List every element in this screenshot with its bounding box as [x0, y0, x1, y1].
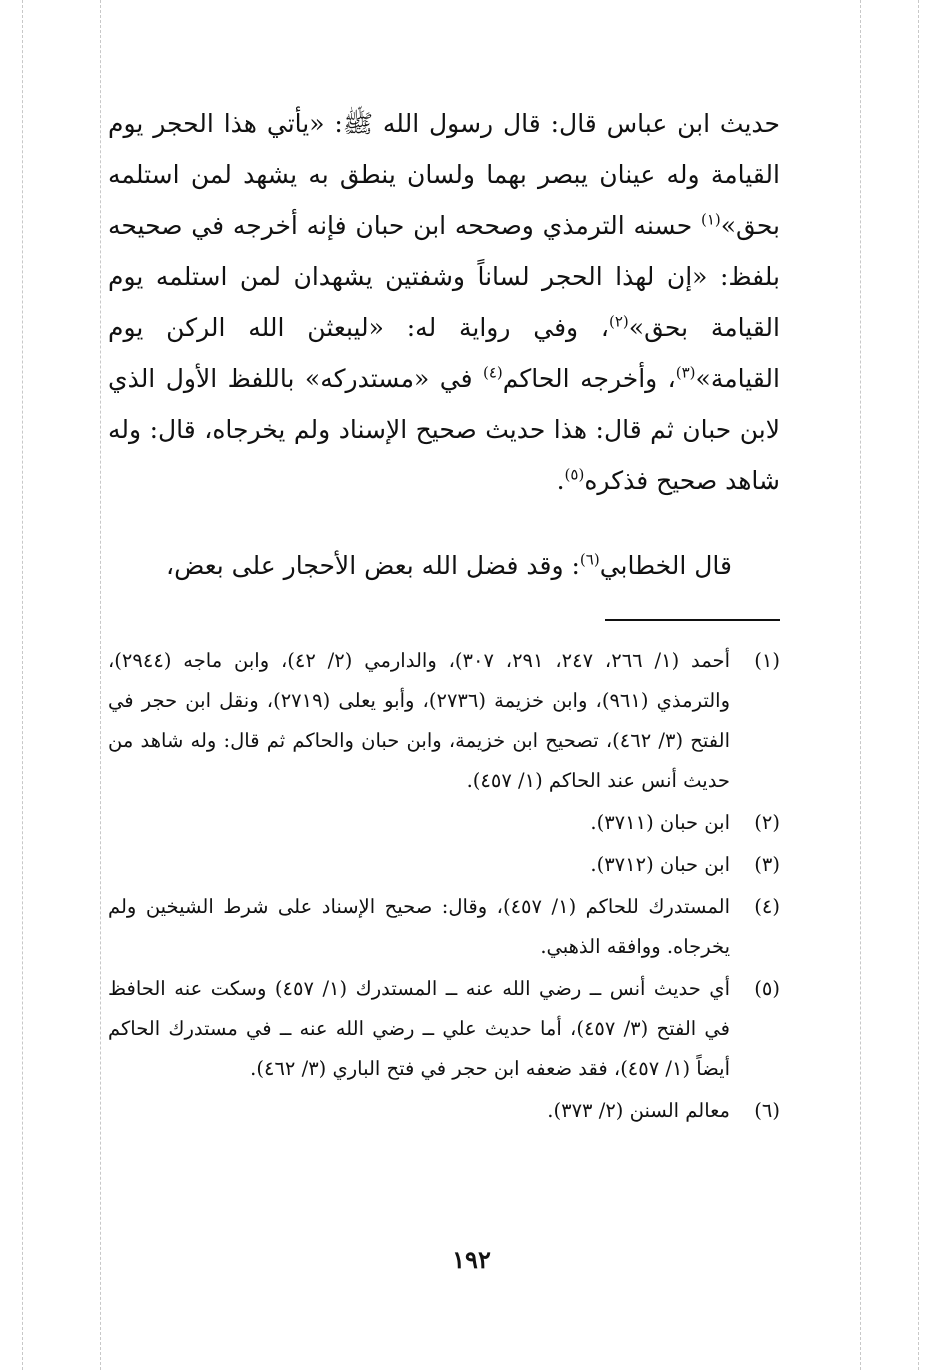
main-text-part: حسنه الترمذي وصححه ابن حبان فإنه أخرجه في صحيحه بلفظ: «إن لهذا الحجر لساناً وشفتين يشهدان لمن استلمه يوم القيامة بحق» [108, 211, 780, 342]
main-text-part: حديث ابن عباس قال: قال رسول الله ﷺ: «يأتي هذا الحجر يوم القيامة وله عينان يبصر بهما ولسان ينطق به يشهد لمن استلمه بحق» [108, 109, 780, 240]
footnote-ref[interactable]: (٢) [609, 312, 629, 331]
footnote-item [108, 1091, 780, 1131]
footnote-ref[interactable]: (٦) [579, 550, 600, 569]
footnote-item [108, 845, 780, 885]
main-paragraph [108, 98, 780, 506]
footnote-text: ابن حبان (٣٧١٢). [590, 853, 730, 876]
footnote-item [108, 641, 780, 801]
page-number: ١٩٢ [452, 1245, 491, 1274]
main-text-part: ، وفي رواية له: «ليبعثن الله الركن يوم القيامة» [108, 313, 780, 393]
footnote-ref[interactable]: (٥) [564, 465, 585, 484]
page-body [108, 98, 780, 1133]
margin-guide-left-outer [22, 0, 23, 1370]
main-text-part: . [556, 466, 565, 495]
footnote-item [108, 887, 780, 967]
footnote-number: (٤) [754, 895, 780, 918]
footnote-number: (١) [754, 649, 780, 672]
main-text-part: في «مستدركه» باللفظ الأول الذي لابن حبان ثم قال: هذا حديث صحيح الإسناد ولم يخرجاه، قال: وله شاهد صحيح فذكره [108, 364, 780, 495]
margin-guide-left-inner [100, 0, 101, 1370]
main-text-part: ، وأخرجه الحاكم [502, 364, 676, 393]
margin-guide-right-outer [918, 0, 919, 1370]
footnote-ref[interactable]: (١) [700, 210, 721, 229]
footnote-separator [605, 619, 780, 621]
footnote-number: (٦) [754, 1099, 780, 1122]
khattabi-paragraph [108, 540, 732, 591]
footnote-text: ابن حبان (٣٧١١). [590, 811, 730, 834]
margin-guide-right-inner [860, 0, 861, 1370]
footnote-number: (٥) [754, 977, 780, 1000]
footnote-text: المستدرك للحاكم (١/ ٤٥٧)، وقال: صحيح الإسناد على شرط الشيخين ولم يخرجاه. ووافقه الذهبي. [108, 895, 730, 958]
main-text-part: قال الخطابي [599, 551, 732, 580]
main-text-part: : وقد فضل الله بعض الأحجار على بعض، [166, 551, 580, 580]
footnote-ref[interactable]: (٤) [482, 363, 503, 382]
footnote-ref[interactable]: (٣) [675, 363, 696, 382]
footnote-text: معالم السنن (٢/ ٣٧٣). [547, 1099, 730, 1122]
footnote-number: (٣) [754, 853, 780, 876]
footnote-number: (٢) [754, 811, 780, 834]
footnote-item [108, 969, 780, 1089]
footnote-text: أي حديث أنس ــ رضي الله عنه ــ المستدرك (١/ ٤٥٧) وسكت عنه الحافظ في الفتح (٣/ ٤٥٧)، أما حديث علي ــ رضي الله عنه ــ في مستدرك الحاكم أيضاً (١/ ٤٥٧)، فقد ضعفه ابن حجر في فتح الباري (٣/ ٤٦٢). [108, 977, 730, 1080]
footnote-item [108, 803, 780, 843]
footnote-text: أحمد (١/ ٢٦٦، ٢٤٧، ٢٩١، ٣٠٧)، والدارمي (٢/ ٤٢)، وابن ماجه (٢٩٤٤)، والترمذي (٩٦١)، وابن خزيمة (٢٧٣٦)، وأبو يعلى (٢٧١٩)، ونقل ابن حجر في الفتح (٣/ ٤٦٢)، تصحيح ابن خزيمة، وابن حبان والحاكم ثم قال: وله شاهد من حديث أنس عند الحاكم (١/ ٤٥٧). [108, 649, 731, 792]
footnote-list [108, 641, 780, 1131]
